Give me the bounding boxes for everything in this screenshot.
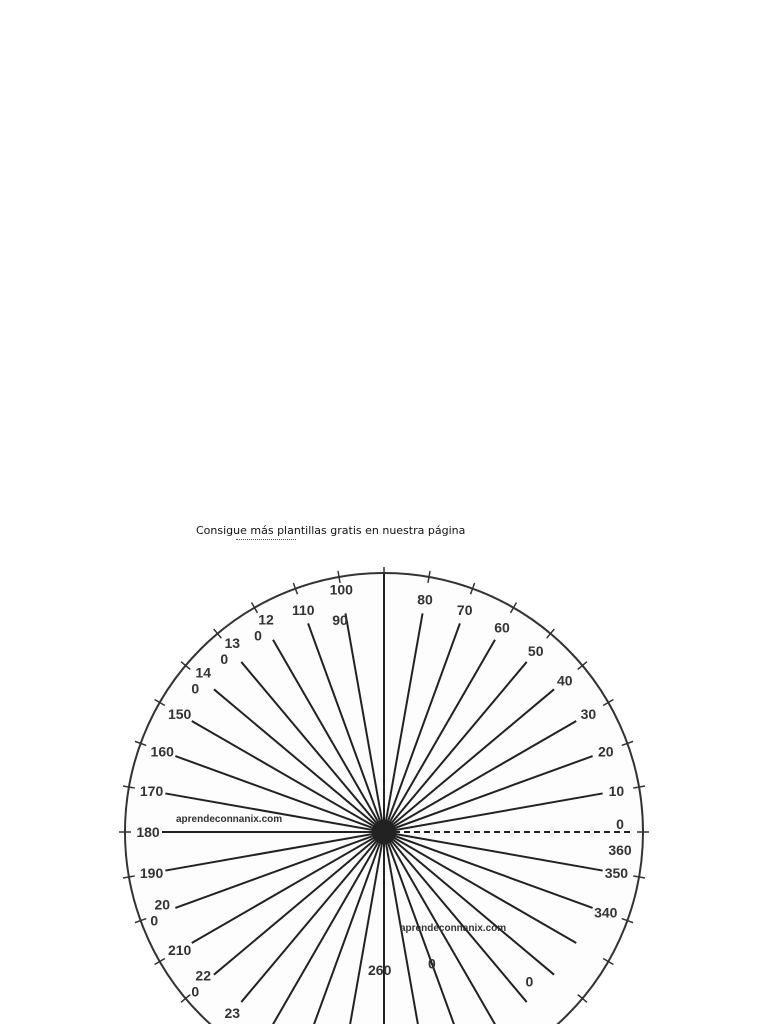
degree-label-140: 14 0 [191, 664, 212, 697]
watermark-lower-right: aprendeconnanix.com [400, 923, 507, 934]
degree-label-180: 180 [136, 824, 160, 840]
degree-label-70: 70 [456, 602, 473, 619]
degree-label-190: 190 [139, 864, 164, 881]
degree-label-130: 13 0 [220, 635, 241, 668]
degree-label-0: 0 [616, 816, 624, 832]
degree-label-210: 210 [167, 942, 192, 958]
degree-label-260: 260 [368, 961, 392, 978]
degree-label-290: 0 [427, 955, 436, 972]
degree-label-80: 80 [417, 591, 433, 608]
degree-label-150: 150 [167, 706, 192, 722]
degree-label-160: 160 [150, 743, 174, 760]
watermark-left: aprendeconnanix.com [176, 814, 283, 825]
degree-label-360: 360 [608, 842, 632, 858]
degree-label-120: 12 0 [254, 611, 274, 644]
degree-label-30: 30 [580, 706, 597, 722]
degree-label-110: 110 [291, 602, 315, 619]
degree-label-20: 20 [597, 743, 614, 760]
degree-label-90: 90 [332, 612, 348, 628]
degree-label-50: 50 [527, 643, 544, 660]
header-link-text[interactable]: Consigue más plantillas gratis en nuestra página [196, 524, 466, 537]
center-hub [372, 820, 396, 844]
degree-label-310: 0 [525, 973, 534, 990]
degree-label-170: 170 [139, 783, 164, 800]
degree-label-10: 10 [608, 783, 625, 800]
degree-label-340: 340 [594, 904, 618, 921]
degree-label-100: 100 [329, 581, 353, 598]
degree-label-220: 22 0 [191, 967, 212, 1000]
degree-label-230: 23 [224, 1004, 241, 1021]
degree-label-40: 40 [556, 672, 573, 689]
degree-label-60: 60 [494, 619, 510, 636]
degree-label-350: 350 [604, 864, 629, 881]
degree-label-200: 20 0 [150, 896, 171, 929]
